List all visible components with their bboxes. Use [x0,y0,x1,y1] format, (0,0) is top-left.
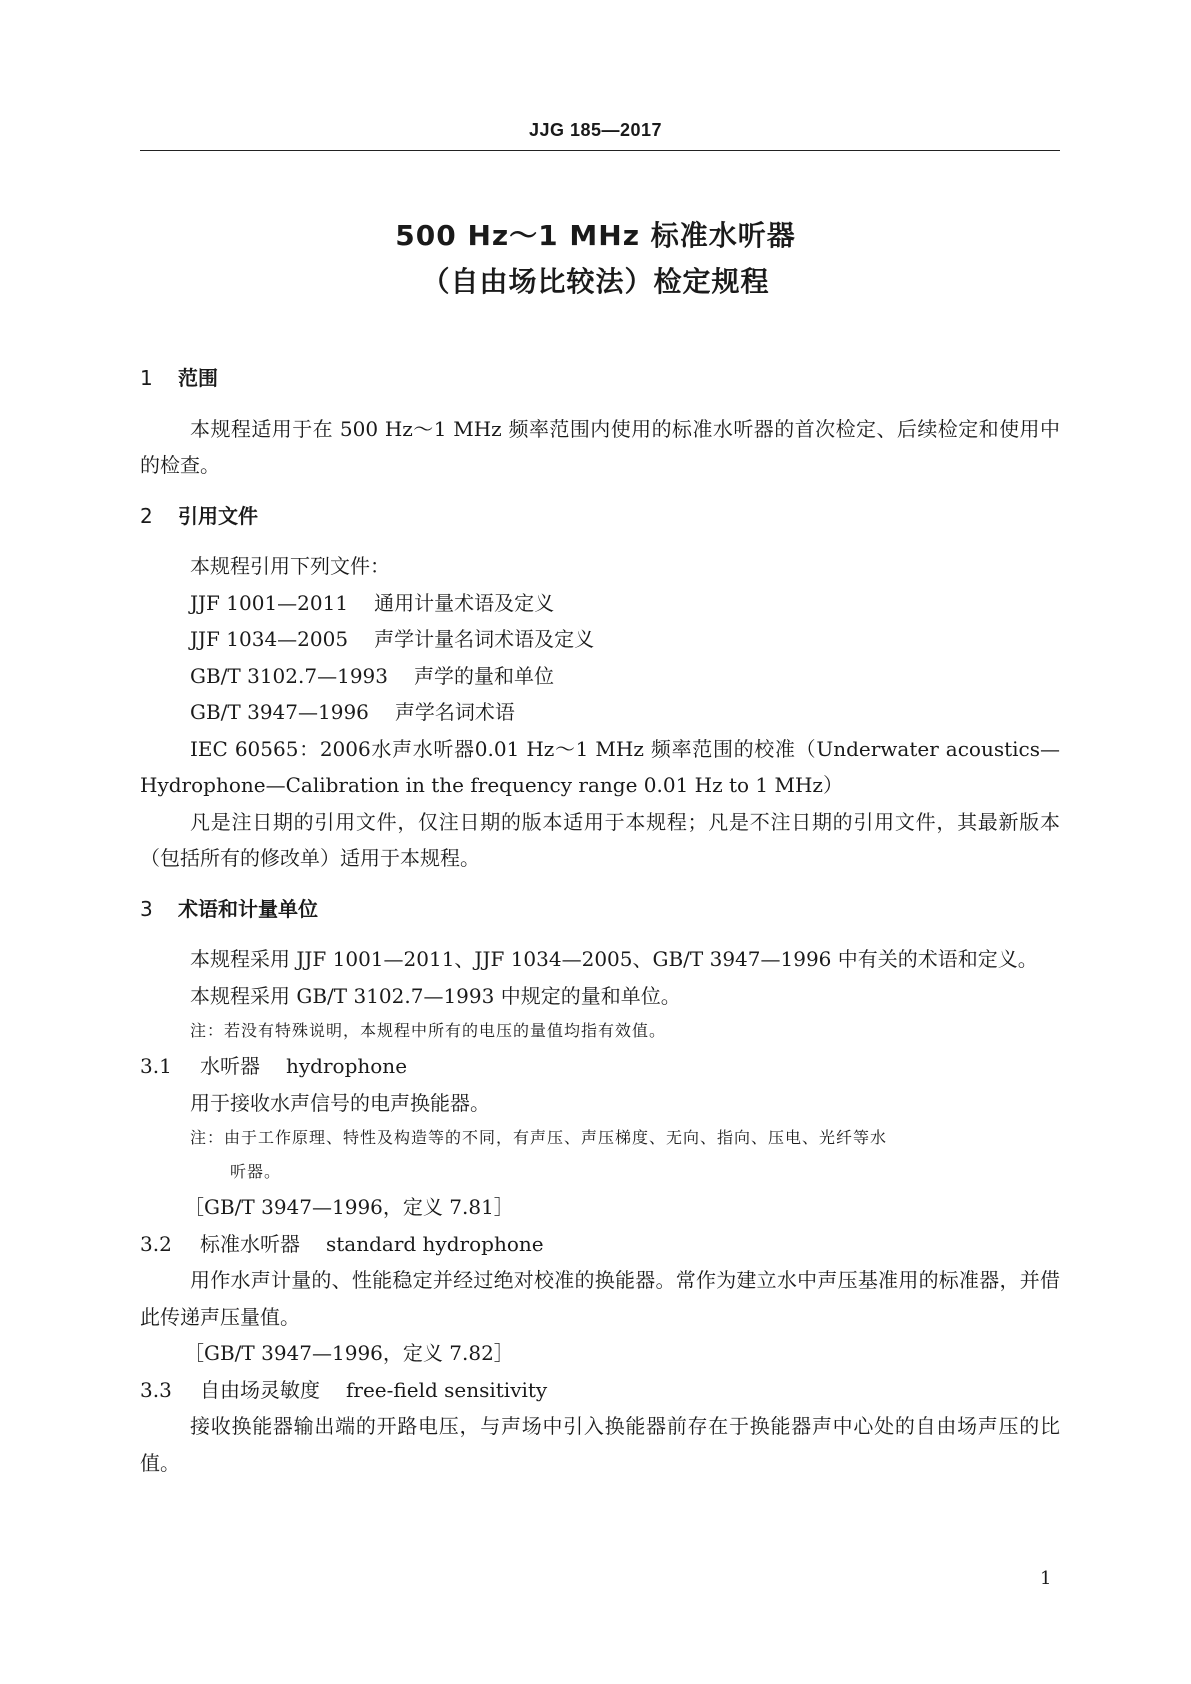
reference-title: 声学名词术语 [394,700,515,724]
term-number: 3.2 [140,1231,172,1256]
reference-code: GB/T 3102.7—1993 [190,663,388,688]
terms-paragraph-2: 本规程采用 GB/T 3102.7—1993 中规定的量和单位。 [190,983,681,1008]
term-note-line-2: 听器。 [230,1162,282,1181]
reference-item [140,658,1060,695]
section-number: 2 [140,503,153,528]
term-en: hydrophone [286,1054,408,1078]
page-number: 1 [1040,1568,1052,1589]
references-closing: 凡是注日期的引用文件，仅注日期的版本适用于本规程；凡是不注日期的引用文件，其最新版本（包括所有的修改单）适用于本规程。 [140,809,1060,870]
section-heading-scope [140,360,1060,397]
term-cn: 水听器 [200,1054,260,1078]
section-heading-references [140,498,1060,535]
term-definition: 用于接收水声信号的电声换能器。 [190,1090,490,1115]
section-title: 术语和计量单位 [178,896,318,921]
reference-title-part: 水声 [370,736,413,761]
document-title-line-2: （自由场比较法）检定规程 [421,265,770,298]
references-intro: 本规程引用下列文件： [190,554,390,578]
term-number: 3.3 [140,1377,172,1402]
term-cn: 自由场灵敏度 [200,1377,320,1402]
reference-item [140,585,1060,622]
term-heading-free-field-sensitivity [140,1372,1060,1409]
reference-item [140,694,1060,731]
term-en: standard hydrophone [326,1231,544,1256]
term-heading-hydrophone [140,1048,1060,1085]
section-number: 3 [140,896,153,921]
section-title: 引用文件 [178,503,258,528]
reference-code: GB/T 3947—1996 [190,700,369,724]
term-en: free-field sensitivity [346,1377,548,1402]
document-title-line-1: 500 Hz～1 MHz 标准水听器 [395,219,796,252]
term-citation: ［GB/T 3947—1996，定义 7.82］ [184,1341,514,1365]
terms-paragraph-1: 本规程采用 JJF 1001—2011、JJF 1034—2005、GB/T 3947—1996 中有关的术语和定义。 [190,947,1038,971]
term-note-line-1: 注：由于工作原理、特性及构造等的不同，有声压、声压梯度、无向、指向、压电、光纤等水 [190,1128,888,1147]
reference-item-iec [140,731,1060,804]
term-definition: 用作水声计量的、性能稳定并经过绝对校准的换能器。常作为建立水中声压基准用的标准器，并借此传递声压量值。 [140,1268,1060,1329]
section-heading-terms [140,891,1060,928]
reference-code: JJF 1034—2005 [190,627,349,651]
standard-code-header: JJG 185—2017 [528,120,663,140]
reference-title: 声学计量名词术语及定义 [374,627,595,651]
document-body [140,360,1060,1481]
reference-title-part: 水听器 [412,736,475,761]
term-number: 3.1 [140,1054,172,1078]
terms-note: 注：若没有特殊说明，本规程中所有的电压的量值均指有效值。 [190,1021,667,1040]
section-title: 范围 [178,366,218,390]
reference-title-rest: 0.01 Hz～1 MHz 频率范围的校准（Underwater acoustics—Hydrophone—Calibration in the frequency range 0.01 Hz to 1 MHz） [140,736,1060,797]
reference-title: 声学的量和单位 [414,663,554,688]
reference-item [140,621,1060,658]
term-heading-standard-hydrophone [140,1226,1060,1263]
reference-code: IEC 60565：2006 [190,736,371,761]
term-note [140,1121,1060,1189]
term-cn: 标准水听器 [200,1231,300,1256]
scope-paragraph: 本规程适用于在 500 Hz～1 MHz 频率范围内使用的标准水听器的首次检定、后续检定和使用中的检查。 [140,416,1060,477]
term-citation: ［GB/T 3947—1996，定义 7.81］ [184,1195,514,1219]
header-divider [140,150,1060,151]
reference-title: 通用计量术语及定义 [374,590,555,615]
section-number: 1 [140,366,153,390]
term-definition: 接收换能器输出端的开路电压，与声场中引入换能器前存在于换能器声中心处的自由场声压的比值。 [140,1414,1060,1475]
reference-code: JJF 1001—2011 [190,590,349,615]
